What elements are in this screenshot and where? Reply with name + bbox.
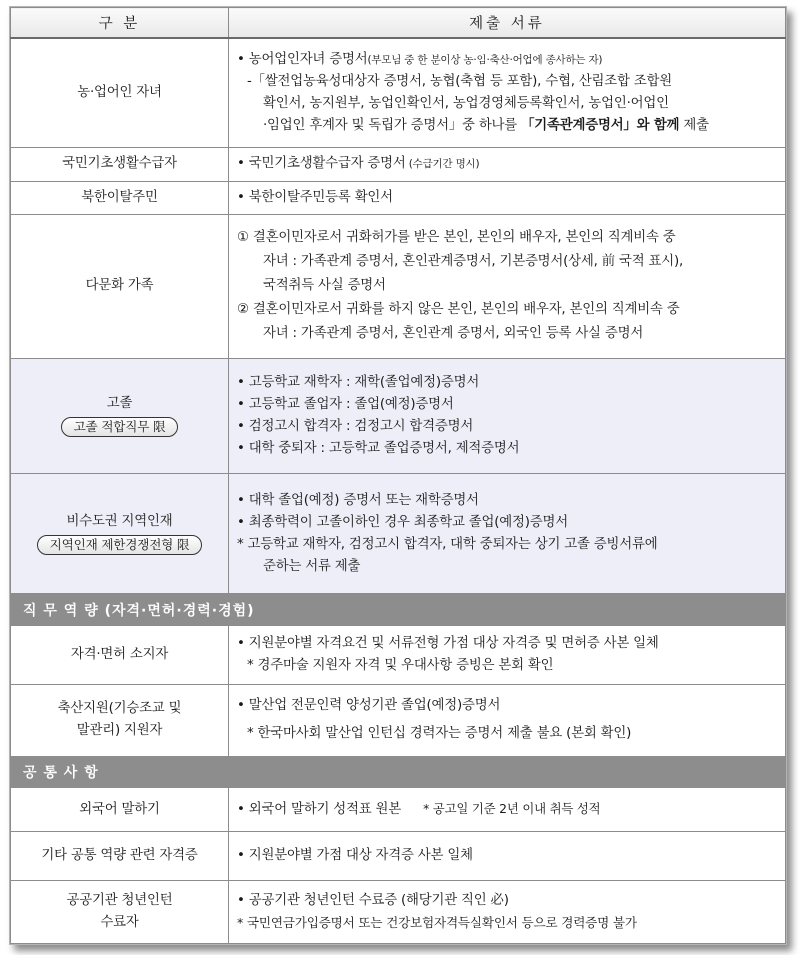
- welfare-text: • 국민기초생활수급자 증명서: [237, 156, 406, 172]
- language-note: * 공고일 기준 2년 이내 취득 성적: [423, 801, 601, 817]
- multi-line-5: 자녀 : 가족관계 증명서, 혼인관계 증명서, 외국인 등록 사실 증명서: [263, 326, 644, 342]
- multi-line-2: 자녀 : 가족관계 증명서, 혼인관계증명서, 기본증명서(상세, 前 국적 표시),: [263, 254, 684, 270]
- regional-line-4: 준하는 서류 제출: [263, 558, 361, 574]
- regional-line-1: • 대학 졸업(예정) 증명서 또는 재학증명서: [237, 492, 479, 508]
- intern-label-2: 수료자: [100, 914, 139, 930]
- license-line-2: * 경주마술 지원자 자격 및 우대사항 증빙은 본회 확인: [247, 657, 554, 673]
- row-intern-content: [229, 880, 786, 943]
- row-license-content: [229, 625, 786, 684]
- row-welfare: [11, 148, 786, 182]
- welfare-note: (수급기간 명시): [405, 158, 480, 171]
- row-livestock: [11, 684, 786, 756]
- farm-line-4-pre: ·임업인 후계자 및 독립가 증명서」중 하나를: [263, 118, 522, 133]
- section-competency: [11, 594, 786, 626]
- row-highschool-label: [11, 358, 229, 474]
- license-line-1: • 지원분야별 자격요건 및 서류전형 가점 대상 자격증 및 면허증 사본 일체: [237, 635, 659, 651]
- livestock-label-1: 축산지원(기승조교 및: [57, 701, 182, 717]
- intern-label-1: 공공기관 청년인턴: [66, 892, 173, 908]
- language-text: • 외국어 말하기 성적표 원본: [237, 802, 402, 818]
- highschool-limit-badge: 고졸 적합직무 限: [61, 417, 179, 437]
- row-language-label: 외국어 말하기: [11, 788, 229, 832]
- row-farm: [11, 38, 786, 148]
- row-language-content: [229, 788, 786, 832]
- livestock-line-2: * 한국마사회 말산업 인턴십 경력자는 증명서 제출 불요 (본회 확인): [247, 726, 632, 742]
- farm-line-2: -「쌀전업농육성대상자 증명서, 농협(축협 등 포함), 수협, 산림조합 조합원: [247, 74, 673, 89]
- row-livestock-label: [11, 684, 229, 756]
- row-welfare-content: [229, 148, 786, 182]
- header-row: [11, 8, 786, 39]
- multi-line-4: ② 결혼이민자로서 귀화를 하지 않은 본인, 본인의 배우자, 본인의 직계비속 중: [237, 302, 680, 318]
- row-defector: [11, 181, 786, 215]
- livestock-label-2: 말관리) 지원자: [76, 723, 163, 739]
- section-common: [11, 756, 786, 788]
- row-language: [11, 788, 786, 832]
- document-frame: [9, 6, 787, 945]
- farm-line-4: [237, 115, 777, 137]
- highschool-line-3: • 검정고시 합격자 : 검정고시 합격증명서: [237, 418, 474, 434]
- regional-label-text: 비수도권 지역인재: [66, 513, 173, 529]
- row-multicultural: [11, 215, 786, 358]
- row-welfare-label: 국민기초생활수급자: [11, 148, 229, 182]
- intern-line-2: * 국민연금가입증명서 또는 건강보험자격득실확인서 등으로 경력증명 불가: [237, 914, 637, 930]
- row-defector-content: • 북한이탈주민등록 확인서: [229, 181, 786, 215]
- row-multicultural-content: [229, 215, 786, 358]
- header-category: 구 분: [11, 8, 229, 39]
- row-defector-label: 북한이탈주민: [11, 181, 229, 215]
- highschool-line-2: • 고등학교 졸업자 : 졸업(예정)증명서: [237, 396, 454, 412]
- row-license-label: 자격·면허 소지자: [11, 625, 229, 684]
- highschool-label-text: 고졸: [106, 395, 133, 411]
- section-common-title: 공 통 사 항: [11, 756, 786, 788]
- farm-line-1: [237, 49, 777, 71]
- row-farm-content: [229, 38, 786, 148]
- row-livestock-content: [229, 684, 786, 756]
- farm-line-4-bold: 「기족관계증명서」와 함께: [521, 118, 680, 133]
- multi-line-1: ① 결혼이민자로서 귀화허가를 받은 본인, 본인의 배우자, 본인의 직계비속 중: [237, 230, 676, 246]
- row-other-label: 기타 공통 역량 관련 자격증: [11, 832, 229, 880]
- row-other: [11, 832, 786, 880]
- regional-line-3: * 고등학교 재학자, 검정고시 합격자, 대학 중퇴자는 상기 고졸 증빙서류에: [237, 536, 658, 552]
- row-farm-label: 농·업어인 자녀: [11, 38, 229, 148]
- row-other-content: • 지원분야별 가점 대상 자격증 사본 일체: [229, 832, 786, 880]
- row-intern-label: [11, 880, 229, 943]
- intern-line-1: • 공공기관 청년인턴 수료증 (해당기관 직인 必): [237, 892, 509, 908]
- row-highschool: [11, 358, 786, 474]
- regional-line-2: • 최종학력이 고졸이하인 경우 최종학교 졸업(예정)증명서: [237, 514, 568, 530]
- regional-limit-badge: 지역인재 제한경쟁전형 限: [37, 535, 203, 555]
- row-highschool-content: [229, 358, 786, 474]
- highschool-line-4: • 대학 중퇴자 : 고등학교 졸업증명서, 제적증명서: [237, 440, 520, 456]
- farm-line-3: 확인서, 농지원부, 농업인확인서, 농업경영체등록확인서, 농업인·어업인: [263, 96, 669, 111]
- row-regional-label: [11, 474, 229, 594]
- header-documents: 제출 서류: [229, 8, 786, 39]
- row-regional: [11, 474, 786, 594]
- multi-line-3: 국적취득 사실 증명서: [263, 278, 386, 294]
- farm-line-1-text: • 농어업인자녀 증명서: [237, 52, 368, 67]
- document-table: [10, 7, 786, 944]
- farm-line-4-post: 제출: [679, 118, 709, 133]
- livestock-line-1: • 말산업 전문인력 양성기관 졸업(예정)증명서: [237, 698, 501, 714]
- section-competency-title: 직 무 역 량 (자격·면허·경력·경험): [11, 594, 786, 626]
- row-intern: [11, 880, 786, 943]
- row-license: [11, 625, 786, 684]
- row-multicultural-label: 다문화 가족: [11, 215, 229, 358]
- farm-line-1-note: (부모님 중 한 분이상 농·임·축산·어업에 종사하는 자): [367, 54, 603, 66]
- row-regional-content: [229, 474, 786, 594]
- highschool-line-1: • 고등학교 재학자 : 재학(졸업예정)증명서: [237, 374, 480, 390]
